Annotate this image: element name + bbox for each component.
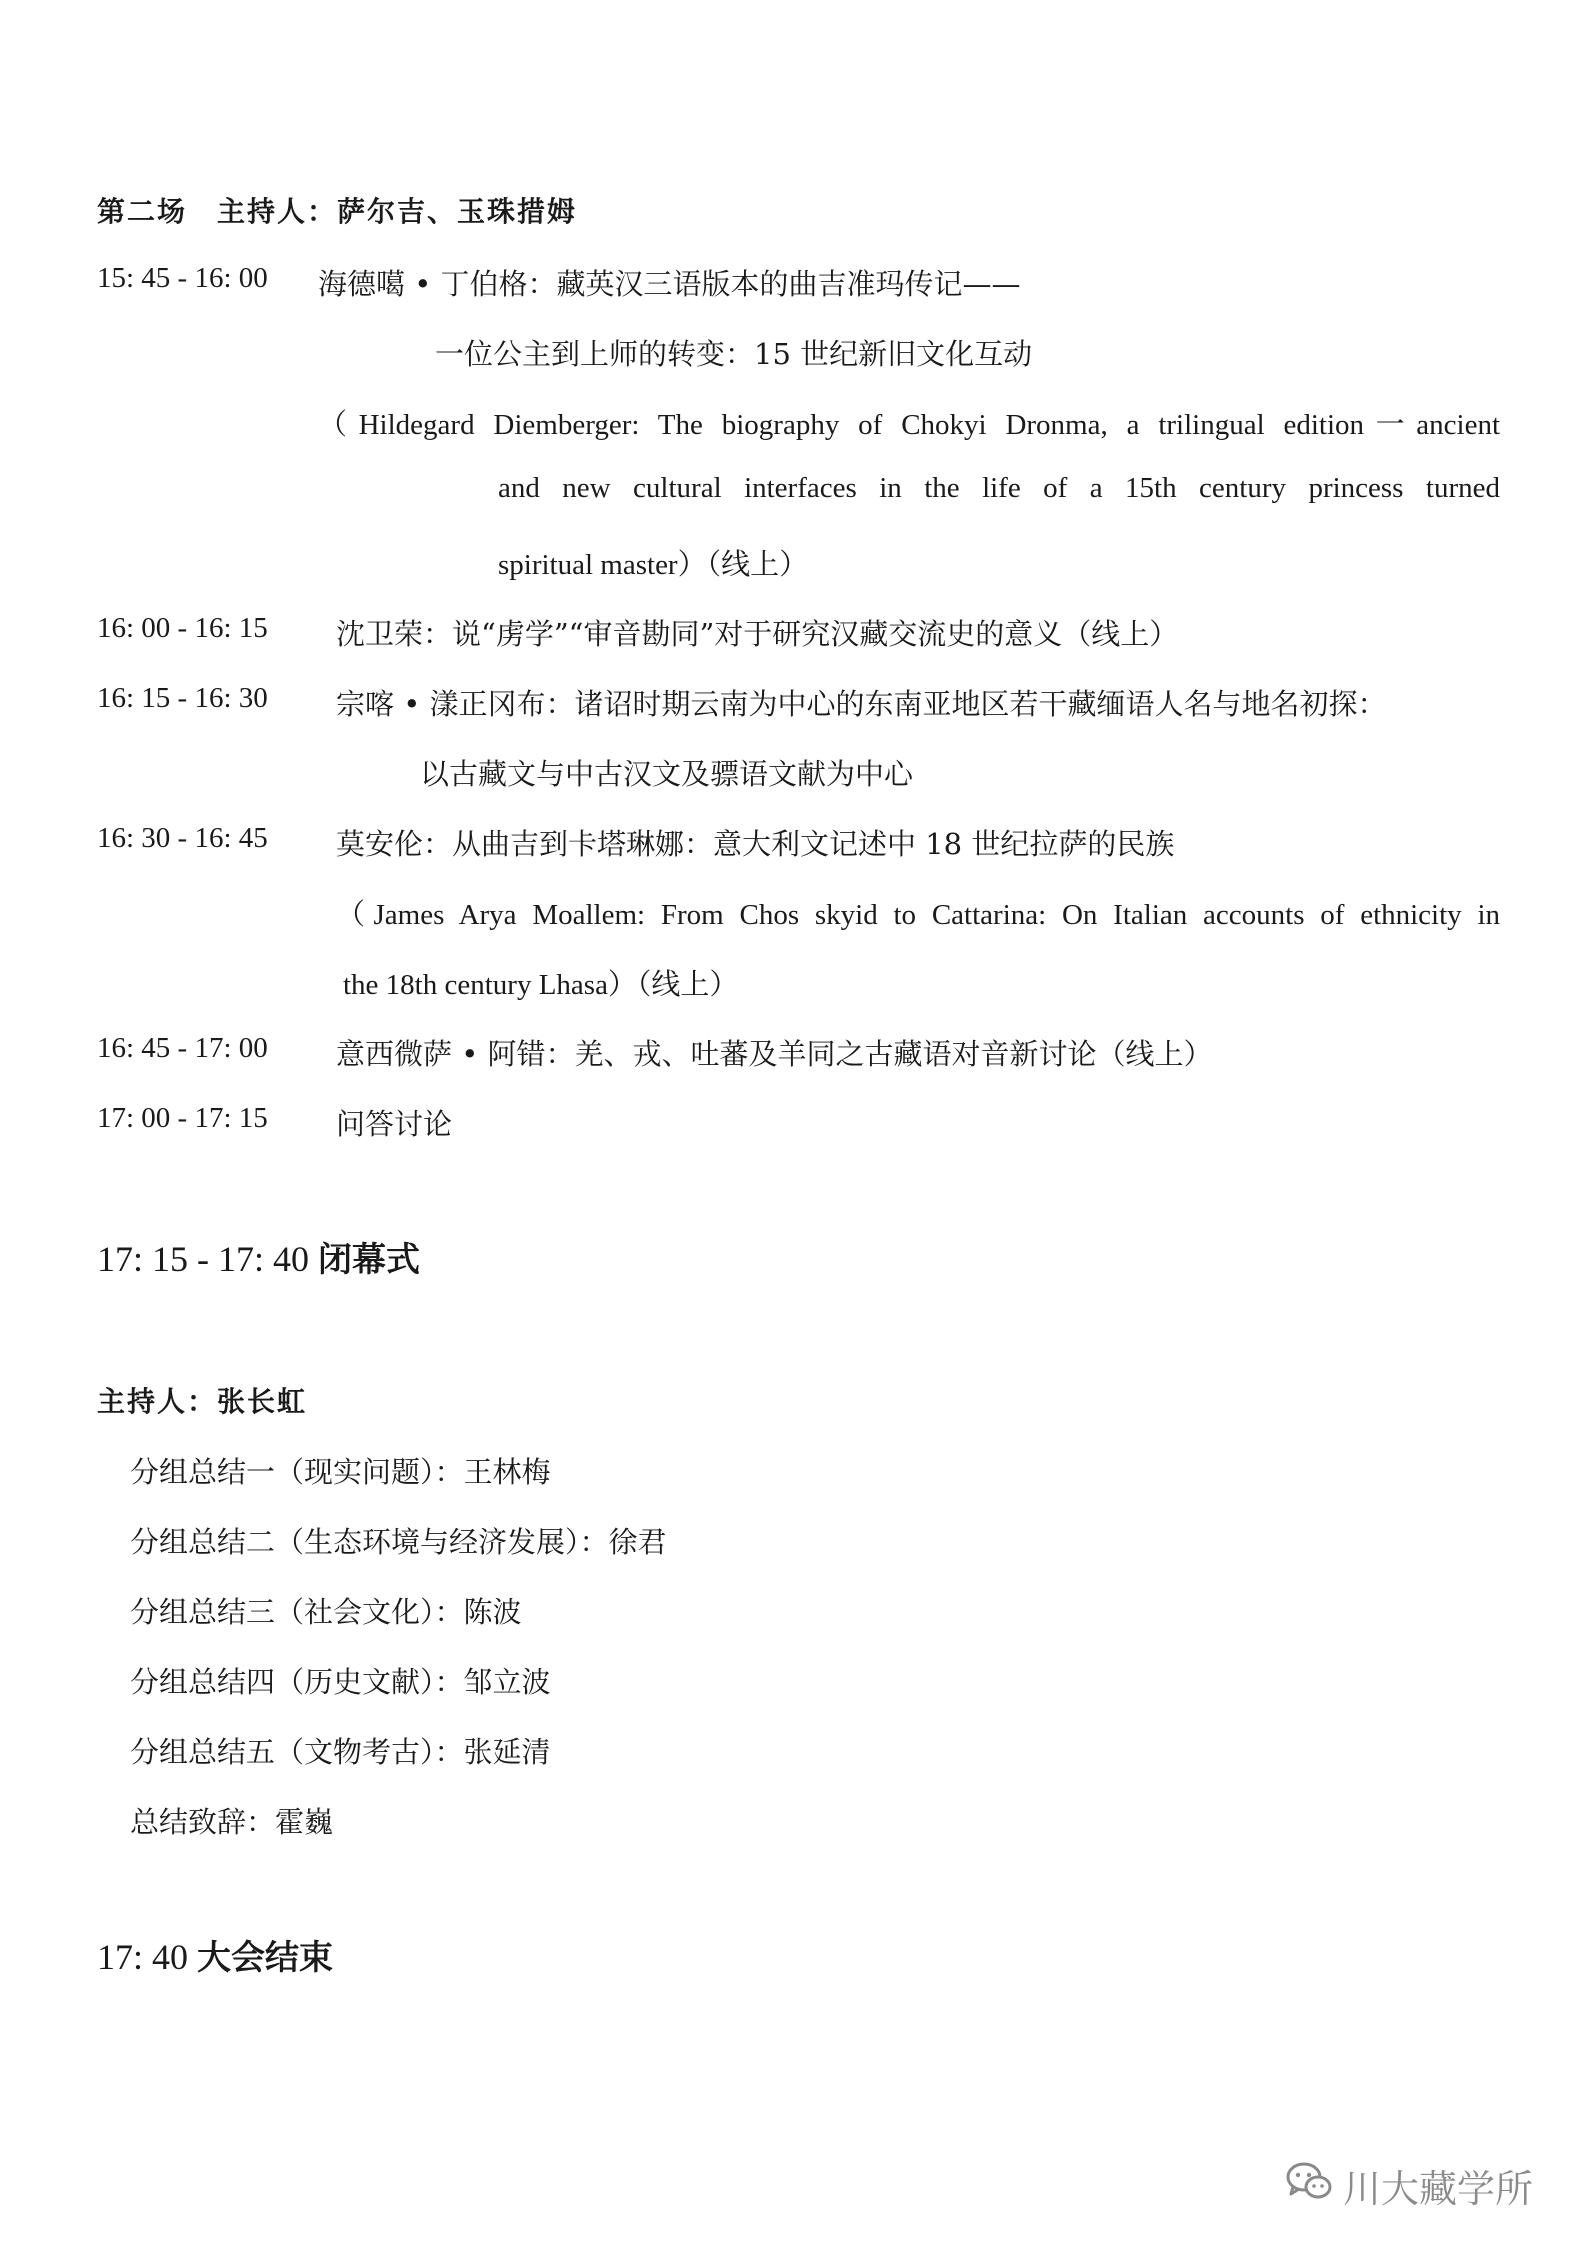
item-title-cont: 以古藏文与中古汉文及骠语文献为中心 [420,757,914,791]
closing-label: 闭幕式 [318,1240,420,1280]
summary-item: 分组总结三（社会文化）：陈波 [130,1595,522,1629]
item-time: 15: 45 - 16: 00 [97,262,268,294]
summary-item: 分组总结五（文物考古）：张延清 [130,1735,551,1769]
summary-item: 分组总结二（生态环境与经济发展）：徐君 [130,1525,667,1559]
end-section [97,1930,333,1979]
end-time: 17: 40 [97,1937,189,1977]
end-label: 大会结束 [197,1938,334,1978]
summary-item: 总结致辞：霍巍 [130,1805,334,1839]
item-time: 16: 15 - 16: 30 [97,682,268,714]
item-time: 16: 30 - 16: 45 [97,822,268,854]
item-en-line: spiritual master）（线上） [498,549,809,581]
closing-time: 17: 15 - 17: 40 [97,1239,309,1279]
item-en-line: and new cultural interfaces in the life of a 15th century princess turned [498,472,1500,504]
item-title: 海德噶 • 丁伯格：藏英汉三语版本的曲吉准玛传记—— [318,267,1021,301]
item-time: 16: 00 - 16: 15 [97,612,268,644]
closing-section [97,1232,420,1281]
item-en-line: （James Arya Moallem: From Chos skyid to Cattarina: On Italian accounts of ethnicity in [336,899,1500,931]
item-title: 问答讨论 [336,1107,453,1141]
item-title: 意西微萨 • 阿错：羌、戎、吐蕃及羊同之古藏语对音新讨论（线上） [336,1037,1213,1071]
item-title: 沈卫荣：说“虏学”“审音勘同”对于研究汉藏交流史的意义（线上） [336,617,1179,651]
item-en-line: the 18th century Lhasa）（线上） [343,969,739,1001]
session-heading: 第二场 主持人：萨尔吉、玉珠措姆 [97,195,578,228]
item-title-cont: 一位公主到上师的转变：15 世纪新旧文化互动 [435,337,1033,371]
item-time: 17: 00 - 17: 15 [97,1102,268,1134]
item-title: 莫安伦：从曲吉到卡塔琳娜：意大利文记述中 18 世纪拉萨的民族 [336,827,1175,861]
item-title: 宗喀 • 漾正冈布：诸诏时期云南为中心的东南亚地区若干藏缅语人名与地名初探： [336,687,1387,721]
watermark [1285,2158,1533,2213]
item-time: 16: 45 - 17: 00 [97,1032,268,1064]
summary-item: 分组总结四（历史文献）：邹立波 [130,1665,551,1699]
wechat-icon [1285,2161,1333,2210]
closing-host: 主持人：张长虹 [97,1385,308,1418]
watermark-text: 川大藏学所 [1343,2167,1534,2211]
summary-item: 分组总结一（现实问题）：王林梅 [130,1455,551,1489]
item-en-line: （Hildegard Diemberger: The biography of Chokyi Dronma, a trilingual edition一ancient [318,409,1500,441]
